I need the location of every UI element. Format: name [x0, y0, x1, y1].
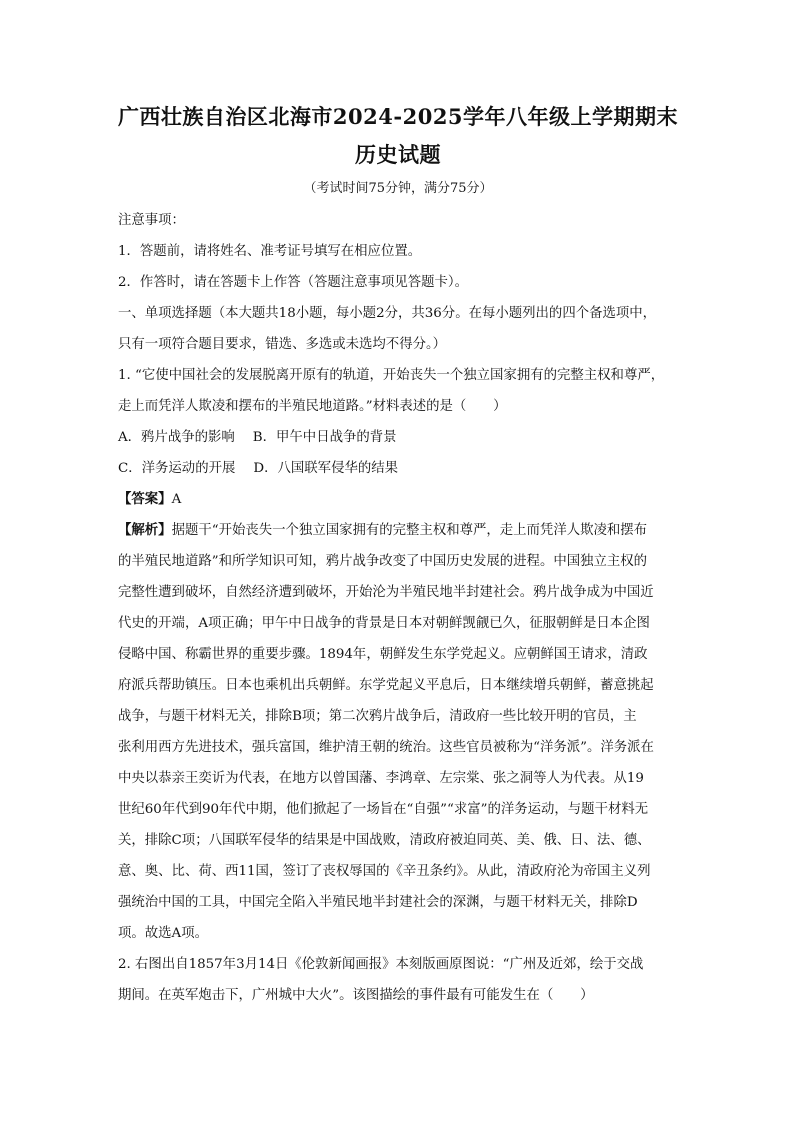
analysis-line-10: 世纪60年代到90年代中期，他们掀起了一场旨在“自强”“求富”的洋务运动，与题干材料无	[118, 802, 649, 817]
analysis-line-5: 侵略中国、称霸世界的重要步骤。1894年，朝鲜发生东学党起义。应朝鲜国王请求，清政	[118, 647, 648, 662]
analysis-line-13: 强统治中国的工具，中国完全陷入半殖民地半封建社会的深渊，与题干材料无关，排除D	[118, 895, 638, 910]
note-item-2: 2．作答时，请在答题卡上作答（答题注意事项见答题卡）。	[118, 275, 468, 290]
analysis-line-11: 关，排除C项；八国联军侵华的结果是中国战败，清政府被迫同英、美、俄、日、法、德、	[118, 833, 651, 848]
answer-label: 【答案】	[118, 491, 172, 507]
question1-stem-line2: 走上而凭洋人欺凌和摆布的半殖民地道路。”材料表述的是（ ）	[118, 399, 507, 414]
analysis-line-12: 意、奥、比、荷、西11国，签订了丧权辱国的《辛丑条约》。从此，清政府沦为帝国主义列	[118, 864, 651, 879]
analysis-line-8: 张利用西方先进技术，强兵富国，维护清王朝的统治。这些官员被称为“洋务派”。洋务派在	[118, 740, 654, 755]
exam-time-score: （考试时间75分钟，满分75分）	[303, 181, 493, 196]
analysis-line-4: 代史的开端，A项正确；甲午中日战争的背景是日本对朝鲜觊觎已久，征服朝鲜是日本企图	[118, 616, 650, 631]
analysis-line-1	[118, 515, 678, 546]
exam-page	[118, 98, 678, 1011]
exam-title-line1: 广西壮族自治区北海市2024-2025学年八年级上学期期末	[117, 104, 679, 129]
analysis-line-3: 完整性遭到破坏，自然经济遭到破坏，开始沦为半殖民地半封建社会。鸦片战争成为中国近	[118, 585, 654, 600]
analysis-line-2: 的半殖民地道路”和所学知识可知，鸦片战争改变了中国历史发展的进程。中国独立主权的	[118, 554, 648, 569]
analysis-label: 【解析】	[118, 522, 172, 538]
question1-option-b: B．甲午中日战争的背景	[252, 430, 397, 445]
notes-heading: 注意事项：	[118, 213, 185, 228]
note-item-1: 1．答题前，请将姓名、准考证号填写在相应位置。	[118, 244, 422, 259]
question1-answer	[118, 484, 678, 515]
analysis-line-14: 项。故选A项。	[118, 926, 209, 941]
analysis-line-7: 战争，与题干材料无关，排除B项；第二次鸦片战争后，清政府一些比较开明的官员，主	[118, 709, 637, 724]
question1-option-a: A．鸦片战争的影响	[118, 430, 235, 445]
section-heading-line1: 一、单项选择题（本大题共18小题，每小题2分，共36分。在每小题列出的四个备选项中，	[118, 306, 657, 321]
question1-option-d: D．八国联军侵华的结果	[253, 461, 399, 476]
question2-stem-line2: 期间。在英军炮击下，广州城中大火”。该图描绘的事件最有可能发生在（ ）	[118, 988, 594, 1003]
section-heading-line2: 只有一项符合题目要求，错选、多选或未选均不得分。）	[118, 337, 447, 352]
question1-options-row2	[118, 453, 678, 484]
question1-stem-line1: 1. “它使中国社会的发展脱离开原有的轨道，开始丧失一个独立国家拥有的完整主权和尊严，	[118, 368, 665, 383]
analysis-line-6: 府派兵帮助镇压。日本也乘机出兵朝鲜。东学党起义平息后，日本继续增兵朝鲜，蓄意挑起	[118, 678, 654, 693]
question1-option-c: C．洋务运动的开展	[118, 461, 236, 476]
question2-stem-line1: 2. 右图出自1857年3月14日《伦敦新闻画报》本刻版画原图说：“广州及近郊，绘于交战	[118, 957, 644, 972]
analysis-text-1: 据题干“开始丧失一个独立国家拥有的完整主权和尊严，走上而凭洋人欺凌和摆布	[171, 523, 648, 538]
exam-title-line2: 历史试题	[355, 142, 441, 167]
answer-value: A	[171, 492, 182, 507]
analysis-line-9: 中央以恭亲王奕䜣为代表，在地方以曾国藩、李鸿章、左宗棠、张之洞等人为代表。从19	[118, 771, 644, 786]
question1-options-row1	[118, 422, 678, 453]
